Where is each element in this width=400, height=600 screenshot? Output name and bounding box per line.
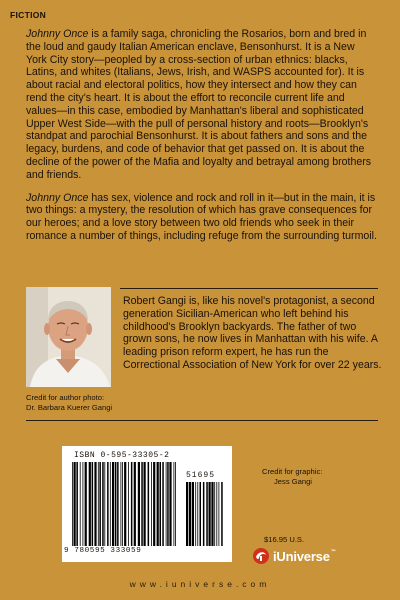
blurb-title-2: Johnny Once xyxy=(26,191,89,204)
blurb-text-1: is a family saga, chronicling the Rosarios, born and bred in the loud and gaudy Italian American enclave, Bensonhurst. It is a New York City story—peopled by a cross-section of urban ethnics: blacks, Latins, and whites (Italians, Jews, Irish, and WASPS accounted for). It is about racial and electoral politics, how they intersect and how they can rend the city's heart. It is about the effort to reconcile current life and values—in this case, embodied by Manhattan's liberal and sophisticated Upper West Side—with the pull of personal history and roots—Brooklyn's standpat and parochial Bensonhurst. It is about fathers and sons and the legacy, burdens, and code of behavior that get passed on. It is about the decline of the power of the Mafia and loyalty and betrayal among brothers and friends. xyxy=(26,28,372,181)
author-photo xyxy=(26,287,111,387)
blurb-paragraph-1 xyxy=(26,28,378,182)
author-bio: Robert Gangi is, like his novel's protagonist, a second generation Sicilian-American who left behind his childhood's Brooklyn backyards. The father of two grown sons, he now lives in Manhattan with his wife. A leading prison reform expert, he has run the Correctional Association of New York for over 22 years. xyxy=(123,295,382,371)
publisher-logo xyxy=(252,545,336,567)
blurb-paragraph-2 xyxy=(26,192,378,243)
isbn-number: ISBN 0-595-33305-2 xyxy=(74,451,170,460)
price-code-digits: 51695 xyxy=(186,471,216,480)
photo-credit-name: Dr. Barbara Kuerer Gangi xyxy=(26,402,113,412)
barcode-bars xyxy=(62,446,232,562)
ean-digits: 9 780595 333059 xyxy=(64,547,142,555)
iuniverse-swirl-icon xyxy=(252,547,270,565)
blurb-text-2: has sex, violence and rock and roll in it—but in the main, it is two things: a mystery, the resolution of which has grave consequences for our heroes; and a love story between two old friends who seek in their romance a number of things, including refuge from the surrounding turmoil. xyxy=(26,191,377,242)
price-label: $16.95 U.S. xyxy=(264,535,305,544)
photo-credit-label: Credit for author photo: xyxy=(26,393,105,402)
publisher-name: iUniverse™ xyxy=(273,548,336,564)
divider-top xyxy=(120,288,378,289)
blurb-title-1: Johnny Once xyxy=(26,28,89,40)
publisher-url: www.iuniverse.com xyxy=(129,579,271,589)
genre-label: FICTION xyxy=(10,10,47,20)
photo-credit xyxy=(26,393,112,412)
isbn-barcode xyxy=(62,446,232,562)
graphic-credit xyxy=(262,467,322,486)
divider-bottom xyxy=(26,420,378,421)
graphic-credit-name: Jess Gangi xyxy=(274,476,312,486)
graphic-credit-label: Credit for graphic: xyxy=(262,467,323,476)
book-blurb xyxy=(26,28,378,253)
